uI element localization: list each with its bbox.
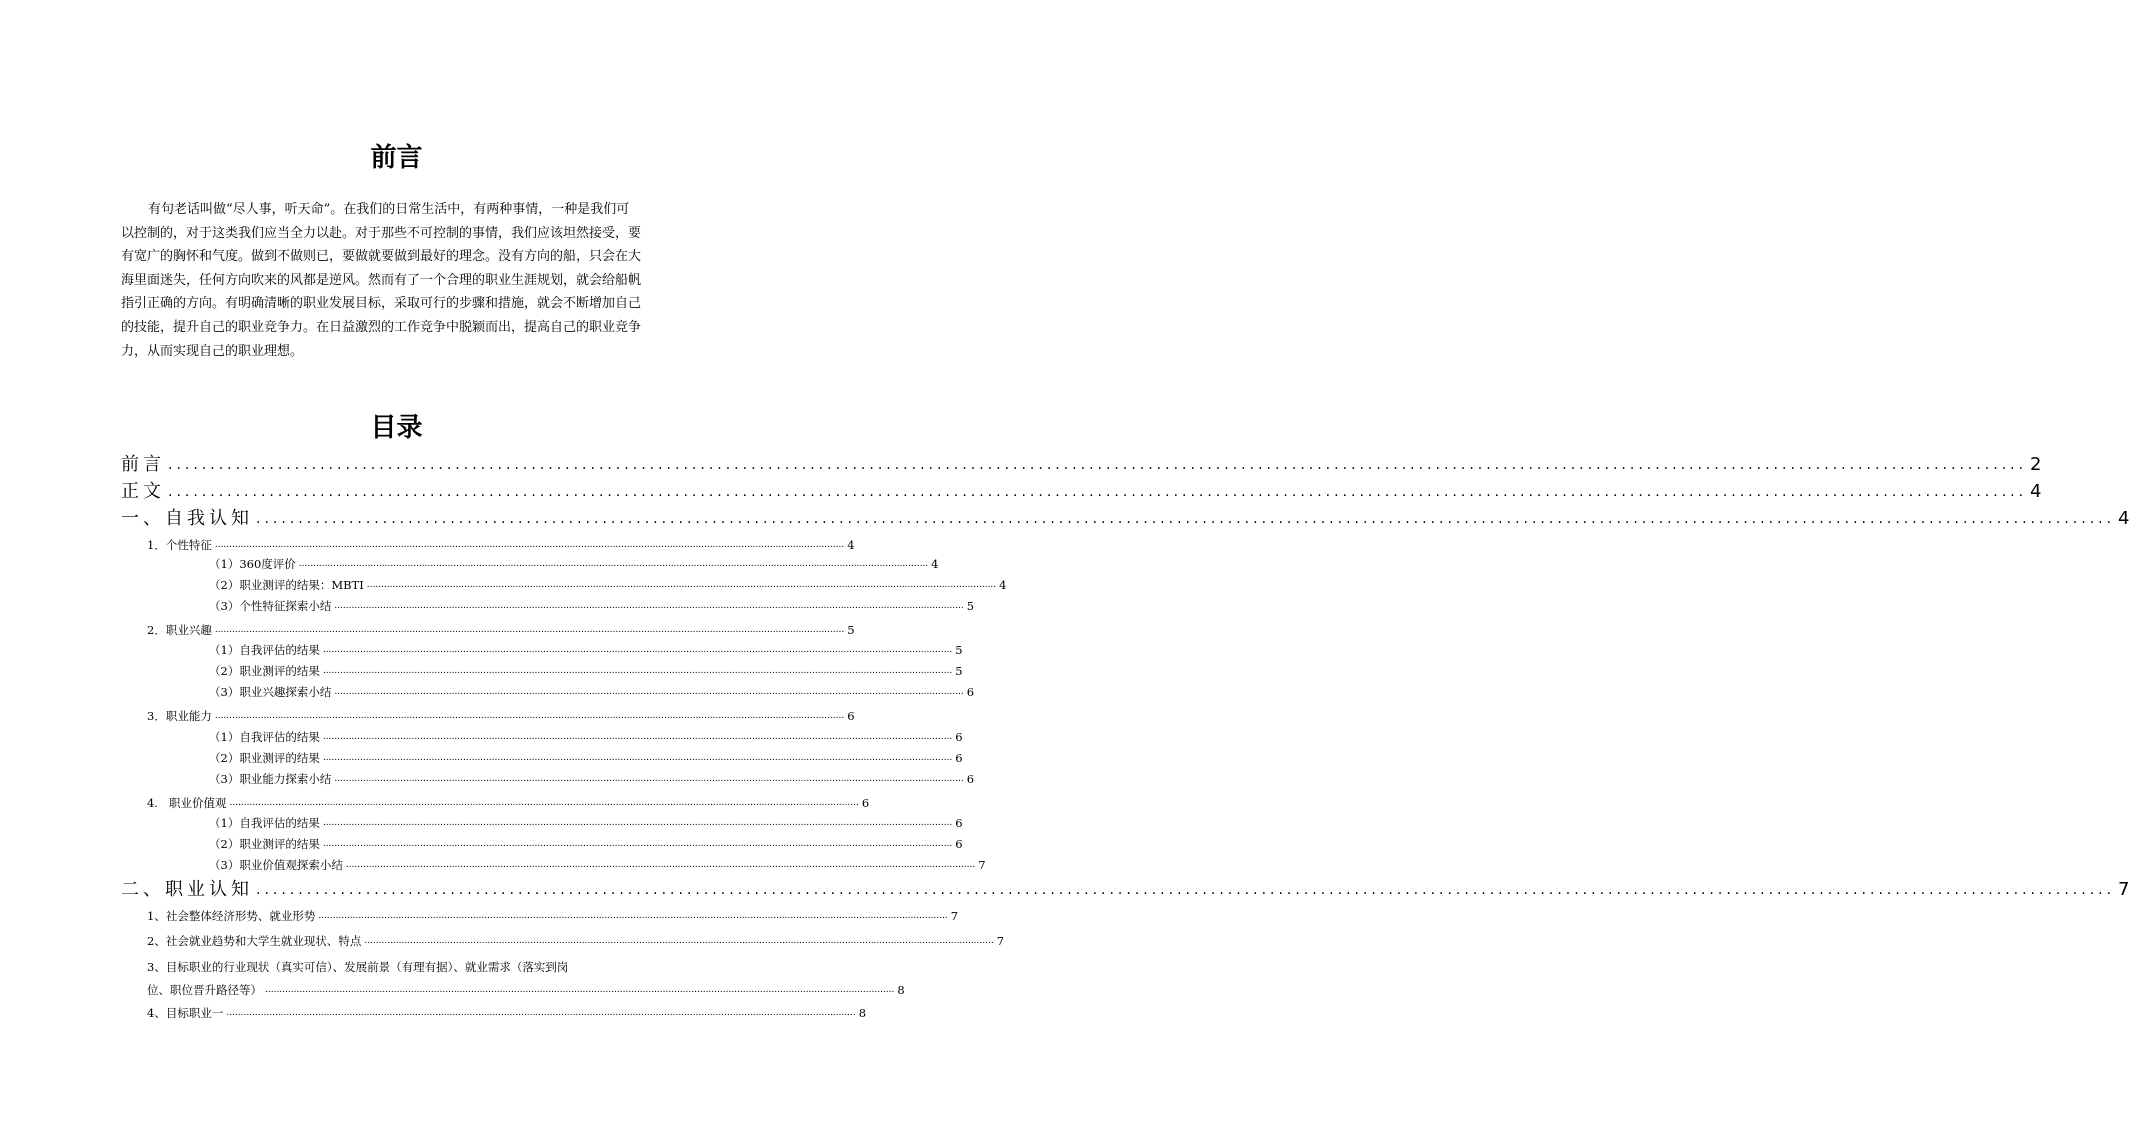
toc-entry-text: 前言 (121, 454, 165, 475)
toc-leader: ............................................................................................................................................................................................................................ (214, 540, 845, 550)
toc-entry-page: 2 (2030, 454, 2042, 475)
toc-leader: ............................................................................................................................................................................................................................ (334, 774, 964, 784)
toc-entry[interactable] (209, 683, 975, 701)
toc-leader: ............................................................................................................................................................................................................................ (256, 882, 2116, 898)
toc-entry-text: 2、社会就业趋势和大学生就业现状、特点 (147, 934, 362, 948)
toc-entry-page: 4 (2030, 481, 2042, 502)
toc-entry[interactable] (209, 641, 963, 659)
toc-leader: ............................................................................................................................................................................................................................ (334, 687, 964, 697)
toc-title: 目录 (370, 413, 423, 443)
toc-entry[interactable] (209, 770, 975, 788)
toc-entry-page: 4 (2118, 508, 2130, 529)
toc-entry-text: （1）自我评估的结果 (209, 816, 320, 830)
toc-leader: ............................................................................................................................................................................................................................ (214, 711, 845, 721)
toc-entry[interactable] (209, 856, 986, 874)
toc-entry-page: 7 (996, 934, 1005, 948)
toc-entry-text[interactable]: 3、目标职业的行业现状（真实可信）、发展前景（有理有据）、就业需求（落实到岗 (147, 960, 569, 974)
toc-entry-text: （3）职业能力探索小结 (209, 772, 332, 786)
toc-leader: ............................................................................................................................................................................................................................ (229, 798, 859, 808)
preface-line: 海里面迷失，任何方向吹来的风都是逆风。然而有了一个合理的职业生涯规划，就会给船帆 (121, 272, 642, 288)
toc-entry[interactable] (121, 878, 2130, 902)
preface-line: 有句老话叫做“尽人事，听天命”。在我们的日常生活中，有两种事情，一种是我们可 (148, 202, 630, 217)
preface-line: 力，从而实现自己的职业理想。 (121, 343, 304, 359)
toc-entry[interactable] (209, 576, 1007, 594)
toc-entry[interactable] (147, 980, 905, 1000)
toc-entry-page: 6 (955, 730, 963, 744)
toc-entry-text: 2．职业兴趣 (147, 623, 212, 637)
toc-entry[interactable] (147, 1003, 867, 1023)
toc-entry-page: 4 (931, 557, 939, 571)
toc-entry-text: 正文 (121, 481, 165, 502)
toc-leader: ............................................................................................................................................................................................................................ (366, 580, 997, 590)
toc-entry-text: （1）自我评估的结果 (209, 643, 320, 657)
toc-entry-page: 7 (950, 909, 959, 923)
toc-entry-text: （1）自我评估的结果 (209, 730, 320, 744)
toc-leader: ............................................................................................................................................................................................................................ (322, 666, 953, 676)
toc-entry-page: 7 (2118, 879, 2130, 900)
toc-entry-text: （2）职业测评的结果：MBTI (209, 578, 364, 592)
toc-entry[interactable] (209, 555, 939, 573)
toc-entry-text: 1、社会整体经济形势、就业形势 (147, 909, 316, 923)
toc-entry-page: 4 (999, 578, 1007, 592)
toc-entry[interactable] (209, 835, 963, 853)
toc-entry-text: 4、目标职业一 (147, 1006, 224, 1020)
toc-entry-page: 4 (847, 538, 855, 552)
toc-entry-text: 4. 职业价值观 (147, 796, 227, 810)
toc-leader: ............................................................................................................................................................................................................................ (364, 936, 994, 946)
toc-entry-text: （2）职业测评的结果 (209, 837, 320, 851)
toc-leader: ............................................................................................................................................................................................................................ (334, 601, 964, 611)
toc-entry-text: （2）职业测评的结果 (209, 751, 320, 765)
toc-entry-page: 6 (847, 709, 855, 723)
toc-leader: ............................................................................................................................................................................................................................ (318, 911, 948, 921)
toc-entry-text: 一、自我认知 (121, 508, 253, 529)
toc-entry-page: 5 (955, 643, 963, 657)
toc-entry[interactable] (121, 453, 2042, 477)
toc-leader: ............................................................................................................................................................................................................................ (168, 484, 2028, 500)
toc-entry[interactable] (121, 480, 2042, 504)
preface-line: 的技能，提升自己的职业竞争力。在日益激烈的工作竞争中脱颖而出，提高自己的职业竞争 (121, 319, 642, 335)
preface-line: 指引正确的方向。有明确清晰的职业发展目标，采取可行的步骤和措施，就会不断增加自己 (121, 296, 642, 312)
toc-leader: ............................................................................................................................................................................................................................ (226, 1008, 856, 1018)
toc-leader: ............................................................................................................................................................................................................................ (322, 732, 953, 742)
toc-entry-page: 5 (847, 623, 855, 637)
toc-entry-page: 6 (955, 751, 963, 765)
toc-entry[interactable] (209, 662, 963, 680)
toc-leader: ............................................................................................................................................................................................................................ (298, 559, 929, 569)
toc-entry-text: （1）360度评价 (209, 557, 296, 571)
toc-entry-page: 7 (978, 858, 986, 872)
toc-leader: ............................................................................................................................................................................................................................ (168, 457, 2028, 473)
toc-leader: ............................................................................................................................................................................................................................ (214, 625, 845, 635)
toc-entry[interactable] (209, 728, 963, 746)
toc-entry-page: 8 (897, 983, 905, 997)
toc-entry-text: 1．个性特征 (147, 538, 212, 552)
toc-entry-page: 6 (955, 816, 963, 830)
toc-entry[interactable] (147, 931, 1005, 951)
toc-entry[interactable] (147, 707, 855, 725)
toc-entry-page: 5 (966, 599, 975, 613)
toc-entry[interactable] (209, 814, 963, 832)
toc-entry[interactable] (121, 507, 2130, 531)
toc-entry-text: 位、职位晋升路径等） (147, 983, 262, 997)
preface-line: 以控制的，对于这类我们应当全力以赴。对于那些不可控制的事情，我们应该坦然接受，要 (121, 225, 642, 241)
toc-entry-text: 3．职业能力 (147, 709, 212, 723)
toc-entry-text: 二、职业认知 (121, 879, 253, 900)
toc-leader: ............................................................................................................................................................................................................................ (322, 753, 953, 763)
preface-body (121, 198, 673, 363)
toc-entry[interactable] (147, 906, 959, 926)
toc-entry-text: （3）个性特征探索小结 (209, 599, 332, 613)
preface-title: 前言 (370, 143, 423, 173)
toc-entry-page: 6 (966, 685, 975, 699)
toc-leader: ............................................................................................................................................................................................................................ (322, 818, 953, 828)
toc-entry-page: 5 (955, 664, 963, 678)
toc-entry-page: 6 (955, 837, 963, 851)
toc-entry[interactable] (209, 597, 975, 615)
toc-leader: ............................................................................................................................................................................................................................ (256, 511, 2116, 527)
toc-leader: ............................................................................................................................................................................................................................ (322, 839, 953, 849)
toc-entry-text: （3）职业兴趣探索小结 (209, 685, 332, 699)
preface-line: 有宽广的胸怀和气度。做到不做则已，要做就要做到最好的理念。没有方向的船，只会在大 (121, 249, 642, 265)
toc-entry-text: （3）职业价值观探索小结 (209, 858, 343, 872)
toc-leader: ............................................................................................................................................................................................................................ (322, 645, 953, 655)
toc-entry[interactable] (147, 536, 855, 554)
toc-entry-page: 8 (858, 1006, 867, 1020)
toc-entry[interactable] (209, 749, 963, 767)
toc-entry[interactable] (147, 794, 870, 812)
toc-leader: ............................................................................................................................................................................................................................ (265, 985, 895, 995)
toc-entry-page: 6 (861, 796, 870, 810)
toc-entry-page: 6 (966, 772, 975, 786)
toc-entry[interactable] (147, 621, 855, 639)
toc-entry-text: （2）职业测评的结果 (209, 664, 320, 678)
toc-leader: ............................................................................................................................................................................................................................ (345, 860, 976, 870)
